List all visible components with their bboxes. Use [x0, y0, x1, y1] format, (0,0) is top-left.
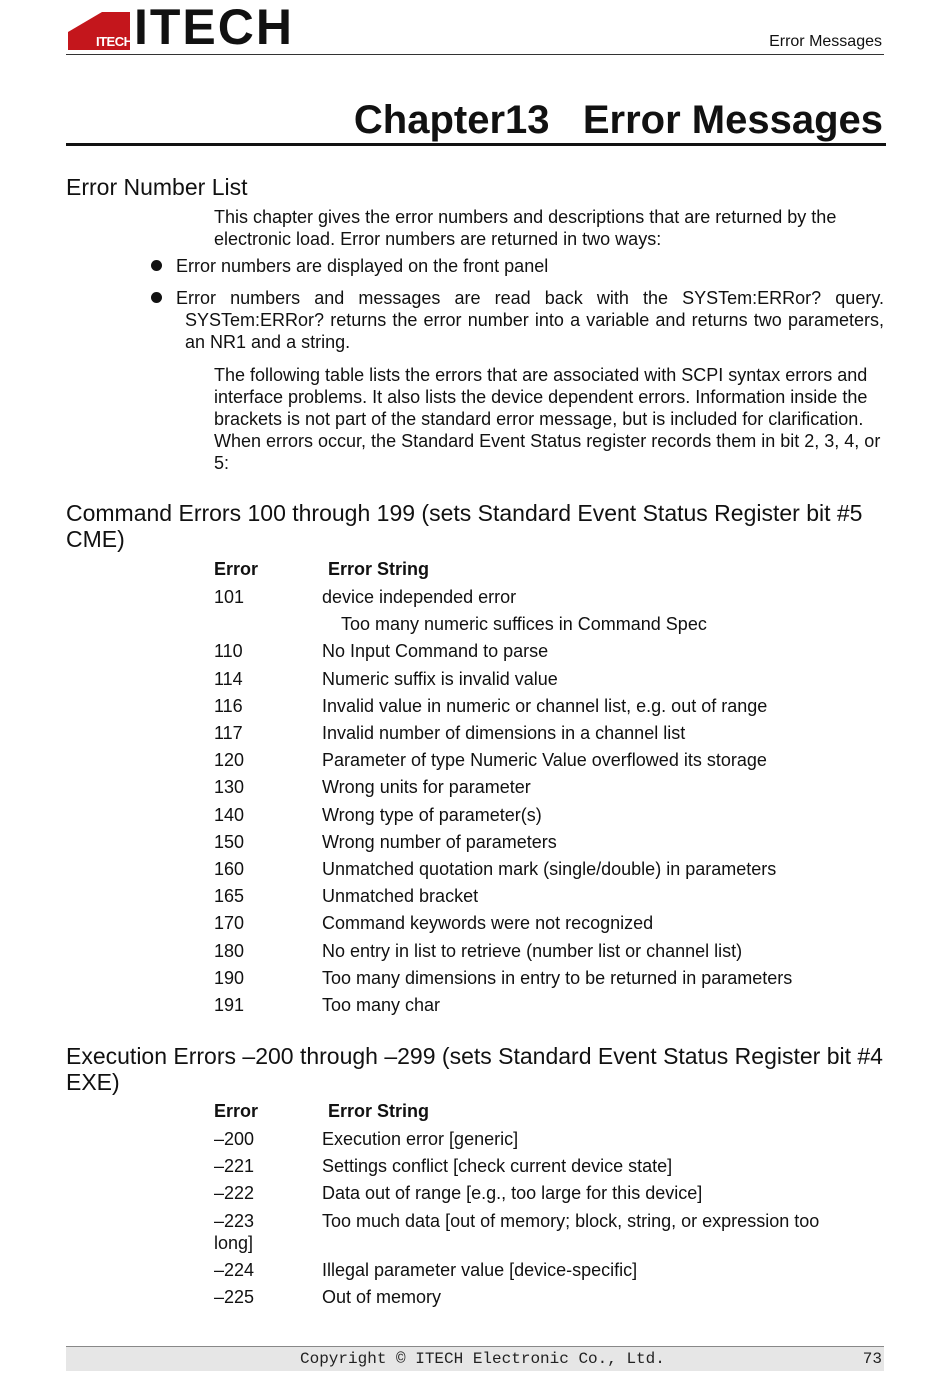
error-string: Command keywords were not recognized [322, 913, 654, 934]
column-header-error-string: Error String [328, 559, 430, 579]
error-code: –222 [214, 1183, 255, 1204]
logo-wordmark: ITECH [134, 0, 294, 55]
chapter-title: Chapter13 Error Messages [353, 98, 883, 142]
error-string: Unmatched quotation mark (single/double) in parameters [322, 859, 777, 879]
error-string: No Input Command to parse [322, 641, 549, 662]
error-string: No entry in list to retrieve (number list or channel list) [322, 940, 743, 961]
error-code: 140 [214, 804, 245, 825]
logo-small-text: ITECH [96, 34, 133, 49]
page-number: 73 [862, 1350, 882, 1368]
error-string: Wrong type of parameter(s) [322, 804, 542, 825]
error-string: Too many numeric suffices in Command Spec [341, 614, 707, 635]
error-code: 170 [214, 913, 245, 934]
error-code: 150 [214, 831, 245, 852]
itech-logo [68, 0, 298, 55]
error-string: Invalid number of dimensions in a channel list [322, 723, 686, 743]
error-code: 110 [214, 641, 243, 662]
error-string: Too many dimensions in entry to be returned in parameters [322, 967, 793, 988]
section-heading-execution-errors: Execution Errors –200 through –299 (sets Standard Event Status Register bit #4 EXE) [66, 1043, 883, 1095]
error-code: –224 [214, 1259, 255, 1280]
section-heading-command-errors: Command Errors 100 through 199 (sets Standard Event Status Register bit #5 CME) [66, 500, 863, 552]
header-rule [66, 54, 884, 55]
error-code: 117 [214, 723, 243, 743]
bullet-item-front-panel: Error numbers are displayed on the front panel [176, 256, 549, 276]
error-code: 180 [214, 940, 245, 961]
chapter-rule [66, 143, 886, 146]
error-string: Unmatched bracket [322, 886, 479, 907]
bullet-item-query-rest: SYSTem:ERRor? returns the error number into a variable and returns two parameters, an NR1 and a string. [185, 310, 884, 352]
error-code: –221 [214, 1156, 255, 1177]
error-code: 165 [214, 886, 245, 907]
error-code: –200 [214, 1129, 255, 1149]
error-code: 114 [214, 668, 243, 689]
column-header-error-string: Error String [328, 1101, 430, 1121]
error-string-continuation: long] [214, 1232, 254, 1253]
bullet-item-query-line1: Error numbers and messages are read back with the SYSTem:ERRor? query. [176, 288, 884, 308]
error-code: –223 [214, 1210, 255, 1231]
error-code: 101 [214, 587, 245, 607]
error-string: Parameter of type Numeric Value overflowed its storage [322, 750, 767, 771]
table-intro-paragraph: The following table lists the errors that are associated with SCPI syntax errors and interface problems. It also lists the device dependent errors. Information inside the brackets is not part of the standard error message, but is included for clarification. When errors occur, the Standard Event Status register records them in bit 2, 3, 4, or 5: [214, 365, 881, 473]
footer-copyright: Copyright © ITECH Electronic Co., Ltd. [300, 1350, 665, 1368]
error-string: Settings conflict [check current device state] [322, 1156, 673, 1177]
error-code: 130 [214, 777, 245, 798]
intro-paragraph: This chapter gives the error numbers and descriptions that are returned by the electronic load. Error numbers are returned in two ways: [214, 207, 837, 249]
error-code: 191 [214, 995, 245, 1015]
bullet-icon [151, 292, 162, 303]
error-string: Too many char [322, 995, 441, 1015]
error-string: Too much data [out of memory; block, string, or expression too [322, 1210, 820, 1231]
error-code: 160 [214, 859, 245, 879]
column-header-error: Error [214, 559, 259, 579]
bullet-icon [151, 260, 162, 271]
header-section-title: Error Messages [769, 33, 882, 50]
section-heading-error-number-list: Error Number List [66, 174, 248, 200]
error-code: –225 [214, 1287, 255, 1307]
column-header-error: Error [214, 1101, 259, 1121]
error-string: Illegal parameter value [device-specific] [322, 1259, 638, 1280]
logo-emblem [68, 12, 133, 50]
error-code: 190 [214, 967, 245, 988]
error-code: 116 [214, 695, 243, 716]
error-string: Wrong units for parameter [322, 777, 531, 798]
error-string: Execution error [generic] [322, 1129, 519, 1149]
error-string: Data out of range [e.g., too large for this device] [322, 1183, 703, 1204]
error-string: Wrong number of parameters [322, 831, 557, 852]
error-string: Numeric suffix is invalid value [322, 668, 558, 689]
error-string: Invalid value in numeric or channel list, e.g. out of range [322, 695, 768, 716]
error-code: 120 [214, 750, 245, 771]
error-string: device independed error [322, 587, 517, 607]
error-string: Out of memory [322, 1287, 442, 1307]
